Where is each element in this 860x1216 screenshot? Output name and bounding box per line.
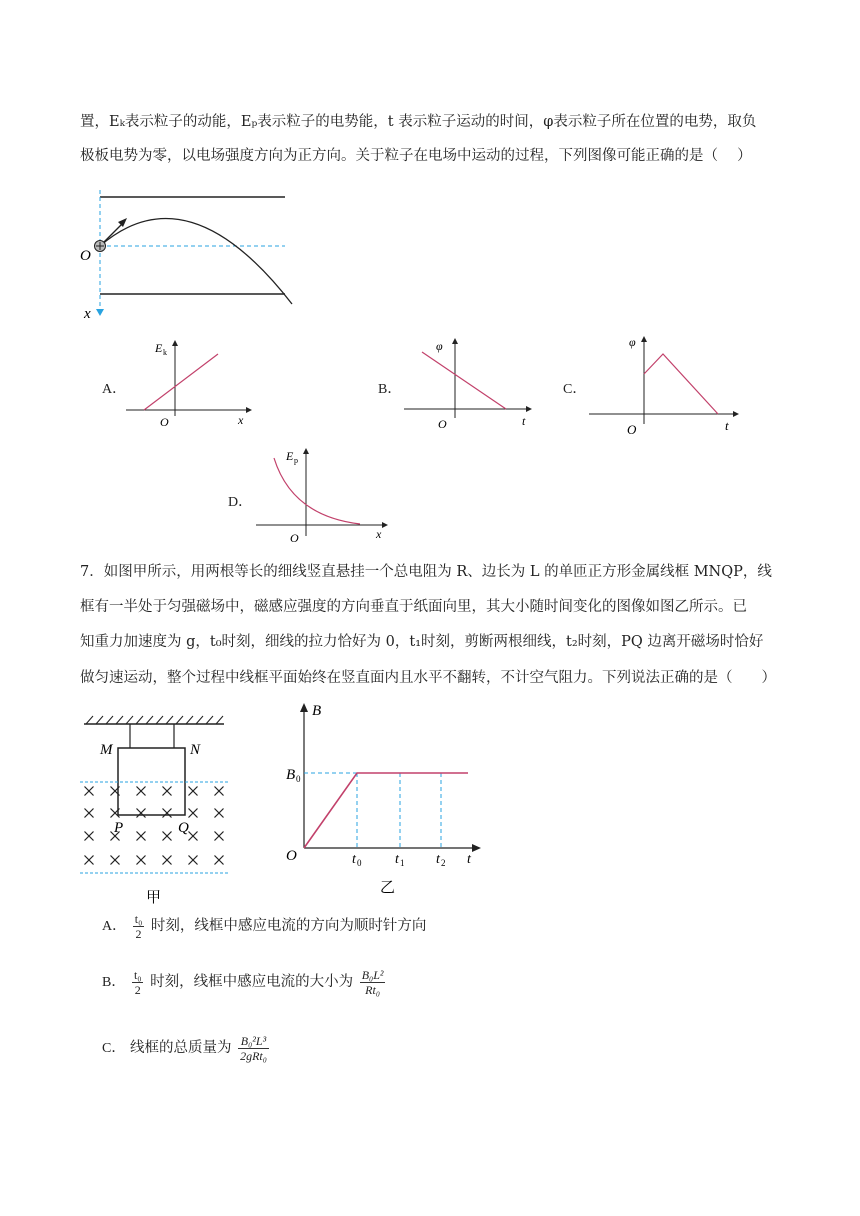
field-cross-icon <box>189 809 198 818</box>
q7-option-a-label: A． <box>102 919 127 934</box>
q6-text-line-2: 极板电势为零，以电场强度方向为正方向。关于粒子在电场中运动的过程，下列图像可能正确的是（ ） <box>80 148 752 164</box>
q7-text-line-1: 7．如图甲所示，用两根等长的细线竖直悬挂一个总电阻为 R、边长为 L 的单匝正方形金属线框 MNQP，线 <box>80 564 772 580</box>
q6-option-d-label: D． <box>228 495 253 510</box>
q7-yi-t0-label: t <box>352 852 356 867</box>
q7-option-a-frac-den: 2 <box>135 926 142 941</box>
field-cross-icon <box>189 787 198 796</box>
field-cross-icon <box>215 856 224 865</box>
q6-option-a-ysub: k <box>163 348 167 357</box>
q7-option-c-result <box>238 1034 269 1063</box>
field-cross-icon <box>137 809 146 818</box>
q6-option-a-xlabel: x <box>238 413 244 427</box>
field-cross-icon <box>85 856 94 865</box>
q6-option-b-origin: O <box>438 417 447 431</box>
q6-option-c-xlabel: t <box>725 418 729 433</box>
q6-option-d-ysub: p <box>294 456 298 465</box>
field-cross-icon <box>163 832 172 841</box>
q7-option-b-frac-den: 2 <box>134 982 141 997</box>
q6-option-b-xlabel: t <box>522 414 526 428</box>
q6-option-b-ylabel: φ <box>436 339 443 353</box>
q6-option-d-xlabel: x <box>376 527 382 541</box>
q6-option-c-label: C． <box>563 382 587 397</box>
q7-option-b-frac-num: t₀ <box>133 967 142 982</box>
q7-yi-b0-label: B <box>286 767 296 783</box>
q7-jia-label-q: Q <box>178 820 189 836</box>
q7-yi-b0-sub: 0 <box>296 774 301 784</box>
q6-option-a-ylabel: E <box>155 341 163 355</box>
q6-text-line-1: 置，Eₖ表示粒子的动能，Eₚ表示粒子的电势能，t 表示粒子运动的时间，φ表示粒子所在位置的电势，取负 <box>80 114 757 130</box>
q7-option-c-res-num: B₀²L³ <box>238 1034 269 1049</box>
field-cross-icon <box>189 856 198 865</box>
field-cross-icon <box>215 787 224 796</box>
q7-yi-t1-sub: 1 <box>400 858 405 868</box>
q7-yi-t0-sub: 0 <box>357 858 362 868</box>
q6-option-c-origin: O <box>627 422 637 436</box>
q6-option-b-label: B． <box>378 382 402 397</box>
field-cross-icon <box>85 809 94 818</box>
q7-jia-label-m: M <box>100 742 113 758</box>
q7-option-b-res-den: Rt₀ <box>365 982 381 997</box>
q7-option-b-fraction <box>132 968 144 997</box>
q7-yi-xlabel: t <box>467 852 471 867</box>
q6-option-a-label: A． <box>102 382 127 397</box>
q7-option-b-label: B． <box>102 975 126 990</box>
q6-option-d-graph <box>252 444 397 546</box>
q6-option-d-ylabel: E <box>286 449 294 463</box>
field-cross-icon <box>137 832 146 841</box>
q7-figure-jia <box>78 712 238 912</box>
q7-jia-label-n: N <box>190 742 201 758</box>
field-cross-icon <box>163 856 172 865</box>
q7-figure-yi <box>282 700 492 900</box>
q7-yi-t2-label: t <box>436 852 440 867</box>
q7-option-c-res-den: 2gRt₀ <box>240 1048 267 1063</box>
q6-option-c-graph <box>585 330 745 436</box>
q7-jia-caption: 甲 <box>146 888 162 906</box>
q7-option-c-label: C． <box>102 1041 126 1056</box>
q7-yi-ylabel: B <box>312 703 322 719</box>
q7-option-b-res-num: B₀L² <box>361 967 384 982</box>
q7-yi-t1-label: t <box>395 852 399 867</box>
q7-option-b-text: 时刻，线框中感应电流的大小为 <box>150 974 354 990</box>
field-cross-icon <box>215 809 224 818</box>
field-cross-icon <box>111 856 120 865</box>
field-cross-icon <box>189 832 198 841</box>
q6-option-b-graph <box>400 336 540 432</box>
field-cross-icon <box>137 787 146 796</box>
q6-option-d-origin: O <box>290 531 299 545</box>
field-cross-icon <box>215 832 224 841</box>
q7-option-a <box>102 910 426 943</box>
q7-yi-caption: 乙 <box>380 878 396 896</box>
q7-option-c <box>102 1032 271 1065</box>
q7-text-line-2: 框有一半处于匀强磁场中，磁感应强度的方向垂直于纸面向里，其大小随时间变化的图像如图乙所示。已 <box>80 599 747 615</box>
q7-yi-t2-sub: 2 <box>441 858 446 868</box>
field-cross-icon <box>85 832 94 841</box>
q6-figure-x-label: x <box>84 306 91 322</box>
q7-option-a-frac-num: t₀ <box>134 911 143 926</box>
field-cross-icon <box>85 787 94 796</box>
q7-option-b-result <box>360 968 386 997</box>
q6-option-c-ylabel: φ <box>629 335 636 349</box>
field-cross-icon <box>163 787 172 796</box>
q6-option-a-origin: O <box>160 415 169 429</box>
q6-plates-figure <box>78 180 308 325</box>
q7-option-a-fraction <box>133 912 145 941</box>
field-cross-icon <box>163 809 172 818</box>
q7-jia-label-p: P <box>114 820 124 836</box>
q7-option-c-text: 线框的总质量为 <box>129 1040 232 1056</box>
q7-option-a-text: 时刻，线框中感应电流的方向为顺时针方向 <box>150 918 427 934</box>
field-cross-icon <box>137 856 146 865</box>
q6-option-a-graph <box>120 338 260 430</box>
q7-text-line-4: 做匀速运动，整个过程中线框平面始终在竖直面内且水平不翻转，不计空气阻力。下列说法正确的是（ ） <box>80 670 776 686</box>
q7-option-b <box>102 966 387 999</box>
q7-text-line-3: 知重力加速度为 g，t₀时刻，细线的拉力恰好为 0，t₁时刻，剪断两根细线，t₂时刻，PQ 边离开磁场时恰好 <box>80 634 764 650</box>
q7-yi-origin: O <box>286 848 297 864</box>
q6-figure-origin-label: O <box>80 248 91 264</box>
